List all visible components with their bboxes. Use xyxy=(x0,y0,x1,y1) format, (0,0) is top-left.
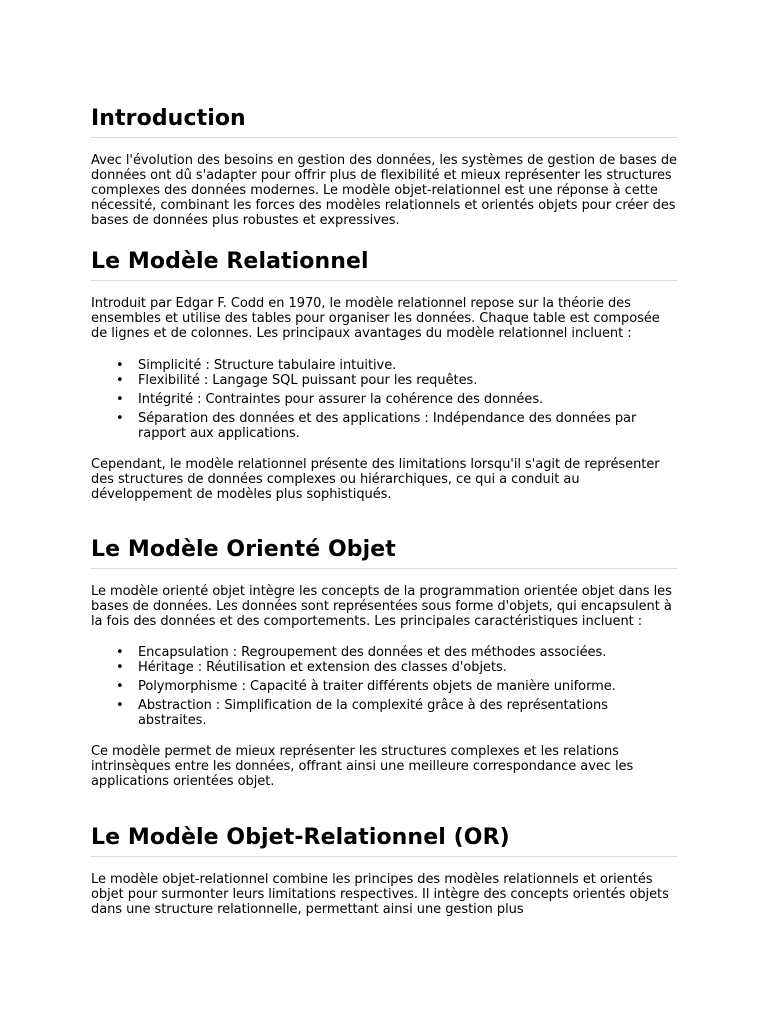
section-modele-objet-relationnel xyxy=(91,824,677,917)
section-introduction xyxy=(91,105,677,228)
paragraph-relationnel-limitations: Cependant, le modèle relationnel présente des limitations lorsqu'il s'agit de représenter des structures de données complexes ou hiérarchiques, ce qui a conduit au développement de modèles plus sophistiqués. xyxy=(91,457,660,502)
bullet-icon: • xyxy=(116,698,124,713)
bullet-icon: • xyxy=(116,358,124,373)
list-oriente-objet-caracteristiques xyxy=(91,645,677,728)
heading-modele-oriente-objet: Le Modèle Orienté Objet xyxy=(91,536,677,569)
list-item xyxy=(116,392,677,407)
list-item-text: Simplicité : Structure tabulaire intuitive. xyxy=(138,358,397,373)
list-item-text: Abstraction : Simplification de la complexité grâce à des représentations abstraites. xyxy=(138,698,608,728)
bullet-icon: • xyxy=(116,660,124,675)
list-item xyxy=(116,358,677,373)
paragraph-oriente-objet-conclusion: Ce modèle permet de mieux représenter les structures complexes et les relations intrinsèques entre les données, offrant ainsi une meilleure correspondance avec les applications orientées objet. xyxy=(91,744,634,789)
list-item-text: Flexibilité : Langage SQL puissant pour les requêtes. xyxy=(138,373,478,388)
heading-modele-objet-relationnel: Le Modèle Objet-Relationnel (OR) xyxy=(91,824,677,857)
list-item-text: Intégrité : Contraintes pour assurer la cohérence des données. xyxy=(138,392,544,407)
section-modele-oriente-objet xyxy=(91,536,677,789)
bullet-icon: • xyxy=(116,679,124,694)
paragraph-introduction: Avec l'évolution des besoins en gestion des données, les systèmes de gestion de bases de données ont dû s'adapter pour offrir plus de flexibilité et mieux représenter les structures complexes des données modernes. Le modèle objet-relationnel est une réponse à cette nécessité, combinant les forces des modèles relationnels et orientés objets pour créer des bases de données plus robustes et expressives. xyxy=(91,153,677,228)
list-relationnel-avantages xyxy=(91,358,677,441)
section-modele-relationnel xyxy=(91,248,677,502)
list-item xyxy=(116,645,677,660)
list-item xyxy=(116,698,677,728)
paragraph-relationnel-intro: Introduit par Edgar F. Codd en 1970, le modèle relationnel repose sur la théorie des ensembles et utilise des tables pour organiser les données. Chaque table est composée de lignes et de colonnes. Les principaux avantages du modèle relationnel incluent : xyxy=(91,296,660,341)
list-item xyxy=(116,660,677,675)
paragraph-oriente-objet-intro: Le modèle orienté objet intègre les concepts de la programmation orientée objet dans les bases de données. Les données sont représentées sous forme d'objets, qui encapsulent à la fois des données et des comportements. Les principales caractéristiques incluent : xyxy=(91,584,672,629)
bullet-icon: • xyxy=(116,392,124,407)
list-item-text: Séparation des données et des applications : Indépendance des données par rapport aux applications. xyxy=(138,411,637,441)
list-item-text: Héritage : Réutilisation et extension des classes d'objets. xyxy=(138,660,507,675)
paragraph-objet-relationnel-intro: Le modèle objet-relationnel combine les principes des modèles relationnels et orientés objet pour surmonter leurs limitations respectives. Il intègre des concepts orientés objets dans une structure relationnelle, permettant ainsi une gestion plus xyxy=(91,872,669,917)
list-item-text: Encapsulation : Regroupement des données et des méthodes associées. xyxy=(138,645,607,660)
bullet-icon: • xyxy=(116,373,124,388)
heading-modele-relationnel: Le Modèle Relationnel xyxy=(91,248,677,281)
heading-introduction: Introduction xyxy=(91,105,677,138)
list-item xyxy=(116,679,677,694)
list-item xyxy=(116,411,677,441)
bullet-icon: • xyxy=(116,411,124,426)
list-item xyxy=(116,373,677,388)
list-item-text: Polymorphisme : Capacité à traiter différents objets de manière uniforme. xyxy=(138,679,616,694)
bullet-icon: • xyxy=(116,645,124,660)
